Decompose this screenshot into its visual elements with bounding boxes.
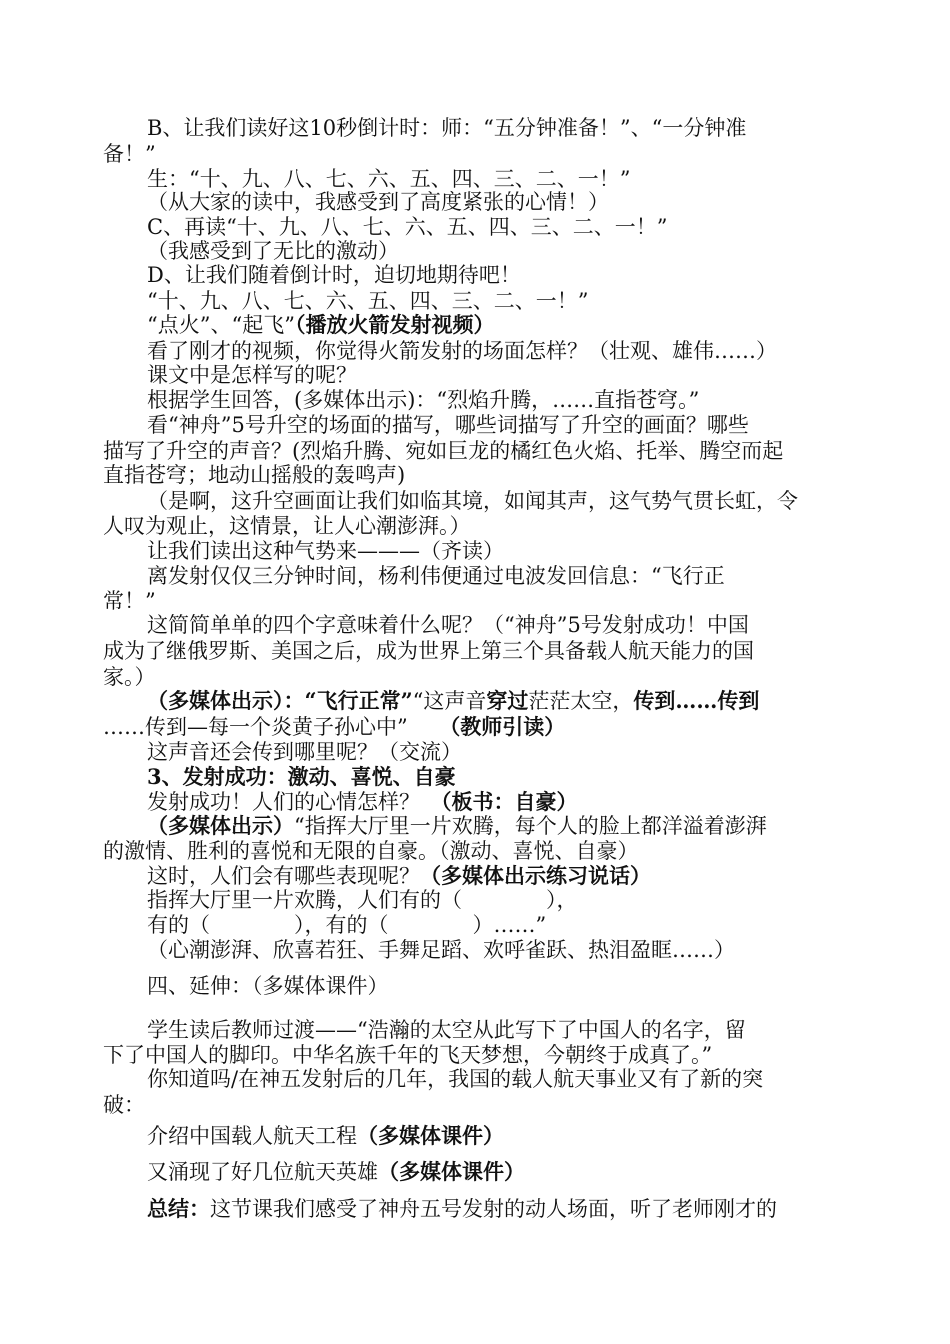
para-line: 描写了升空的声音？(烈焰升腾、宛如巨龙的橘红色火焰、托举、腾空而起 [103, 439, 784, 463]
para-line [103, 714, 863, 740]
para-line: 这声音还会传到哪里呢？（交流） [147, 740, 462, 764]
text-run: “点火”、“起飞” [147, 313, 295, 337]
para-line: 你知道吗/在神五发射后的几年，我国的载人航天事业又有了新的突 [147, 1067, 764, 1091]
para-line: B、让我们读好这10秒倒计时：师：“五分钟准备！”、“一分钟准 [147, 116, 747, 140]
bold-note: （播放火箭发射视频） [294, 312, 495, 337]
para-line: 备！” [103, 142, 156, 166]
para-line: （从大家的读中，我感受到了高度紧张的心情！） [147, 190, 609, 214]
bold-note: （教师引读） [407, 714, 566, 739]
bold-note: （多媒体出示） [147, 813, 294, 838]
bold-note: （板书：自豪） [420, 789, 578, 814]
text-run: 这节课我们感受了神舟五号发射的动人场面，听了老师刚才的 [210, 1197, 777, 1221]
para-line [147, 1196, 907, 1222]
para-line: 看了刚才的视频，你觉得火箭发射的场面怎样？（壮观、雄伟……） [147, 339, 777, 363]
para-line: 离发射仅仅三分钟时间，杨利伟便通过电波发回信息：“飞行正 [147, 564, 725, 588]
para-line: 课文中是怎样写的呢？ [147, 363, 357, 387]
para-line: 让我们读出这种气势来———（齐读） [147, 539, 504, 563]
bold-note: （多媒体课件） [378, 1159, 525, 1184]
bold-note: （多媒体出示）：“飞行正常” [147, 688, 413, 713]
para-line: 常！” [103, 589, 156, 613]
para-line: 人叹为观止，这情景，让人心潮澎湃。） [103, 514, 471, 538]
para-line: 家。） [103, 665, 156, 689]
para-line: （心潮澎湃、欣喜若狂、手舞足蹈、欢呼雀跃、热泪盈眶……） [147, 938, 735, 962]
text-run: “这声音 [412, 689, 487, 713]
para-line: 成为了继俄罗斯、美国之后，成为世界上第三个具备载人航天能力的国 [103, 639, 754, 663]
para-line: 这简简单单的四个字意味着什么呢？（“神舟”5号发射成功！中国 [147, 613, 749, 637]
bold-word: 传到……传到 [633, 688, 760, 713]
para-line: 的激情、胜利的喜悦和无限的自豪。（激动、喜悦、自豪） [103, 839, 639, 863]
para-line: 根据学生回答，(多媒体出示)：“烈焰升腾，……直指苍穹。” [147, 388, 700, 412]
text-run: 又涌现了好几位航天英雄 [147, 1160, 378, 1184]
bold-note: （多媒体课件） [357, 1123, 504, 1148]
para-line: 学生读后教师过渡——“浩瀚的太空从此写下了中国人的名字，留 [147, 1018, 746, 1042]
para-line: “十、九、八、七、六、五、四、三、二、一！” [147, 289, 589, 313]
bold-word: 穿过 [486, 688, 529, 713]
para-line: 生：“十、九、八、七、六、五、四、三、二、一！” [147, 167, 631, 191]
para-line: 直指苍穹；地动山摇般的轰鸣声) [103, 463, 406, 487]
para-line: 下了中国人的脚印。中华名族千年的飞天梦想，今朝终于成真了。” [103, 1043, 713, 1067]
text-run: 发射成功！人们的心情怎样？ [147, 790, 420, 814]
text-run: 茫茫太空， [528, 689, 634, 713]
para-line [147, 789, 907, 815]
para-line [147, 312, 907, 338]
para-line [147, 1123, 907, 1149]
text-run: 介绍中国载人航天工程 [147, 1124, 357, 1148]
text-run: ……传到— [103, 715, 208, 739]
bold-note: （多媒体出示练习说话） [420, 863, 651, 888]
para-line [147, 1159, 907, 1185]
section-heading: 四、延伸：（多媒体课件） [147, 974, 389, 998]
para-line: D、让我们随着倒计时，迫切地期待吧！ [147, 263, 521, 287]
para-line: 看“神舟”5号升空的场面的描写，哪些词描写了升空的画面？哪些 [147, 413, 749, 437]
para-line: 破： [103, 1093, 145, 1117]
para-line [147, 688, 907, 714]
para-line: （是啊，这升空画面让我们如临其境，如闻其声，这气势气贯长虹，令 [147, 489, 798, 513]
para-line: 指挥大厅里一片欢腾，人们有的（ ）， [147, 888, 578, 912]
section-heading: 3、发射成功：激动、喜悦、自豪 [147, 764, 456, 789]
text-run: 这时，人们会有哪些表现呢？ [147, 864, 420, 888]
para-line [147, 813, 907, 839]
text-run: “指挥大厅里一片欢腾，每个人的脸上都洋溢着澎湃 [294, 814, 767, 838]
para-line: C、再读“十、九、八、七、六、五、四、三、二、一！” [147, 215, 668, 239]
para-line: 有的（ ），有的（ ）……” [147, 913, 547, 937]
para-line [147, 863, 907, 889]
para-line: （我感受到了无比的激动） [147, 239, 399, 263]
text-run: 每一个炎黄子孙心中” [208, 715, 408, 739]
bold-label: 总结： [147, 1196, 210, 1221]
